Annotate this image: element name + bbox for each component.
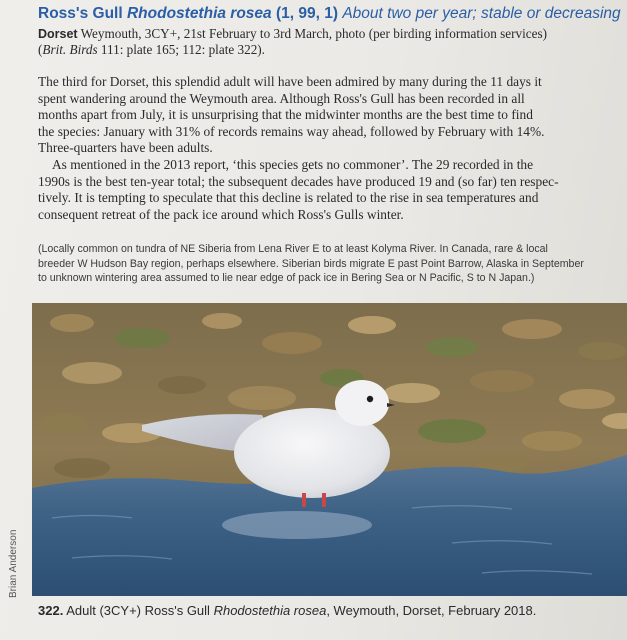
plate-number: 322.: [38, 603, 64, 618]
species-scientific-name: Rhodostethia rosea: [126, 5, 272, 22]
body-line: months apart from July, it is unsurprising that the midwinter months are the best time to find: [38, 107, 533, 123]
record-ref-journal: Brit. Birds: [42, 42, 98, 57]
body-line: The third for Dorset, this splendid adult will have been admired by many during the 11 days it: [38, 74, 542, 89]
gull-photo: [32, 303, 627, 596]
species-name: Ross's Gull: [38, 5, 123, 22]
gull-head: [335, 380, 389, 426]
range-line: breeder W Hudson Bay region, perhaps elsewhere. Siberian birds migrate E past Point Barrow, Alaska in September: [38, 257, 584, 270]
range-note: [38, 242, 627, 286]
body-line: spent wandering around the Weymouth area. Although Ross's Gull has been recorded in all: [38, 90, 525, 106]
body-line: Three-quarters have been adults.: [38, 140, 213, 156]
species-counts: (1, 99, 1): [275, 5, 339, 22]
body-line: consequent retreat of the pack ice around which Ross's Gulls winter.: [38, 206, 404, 222]
species-account: [38, 74, 627, 223]
caption-scientific: Rhodostethia rosea: [213, 603, 327, 618]
record-entry: [38, 26, 627, 58]
species-status: About two per year; stable or decreasing: [342, 5, 621, 22]
record-details: Weymouth, 3CY+, 21st February to 3rd March, photo (per birding information services): [80, 26, 548, 41]
body-line: 1990s is the best ten-year total; the subsequent decades have produced 19 and (so far) ten respec-: [38, 173, 559, 189]
range-line: (Locally common on tundra of NE Siberia from Lena River E to at least Kolyma River. In Canada, rare & local: [38, 243, 548, 255]
record-location: Dorset: [38, 27, 78, 41]
body-line: the species: January with 31% of records remains way ahead, followed by February with 14%.: [38, 123, 545, 139]
gull-leg: [322, 493, 326, 507]
caption-post: , Weymouth, Dorset, February 2018.: [326, 603, 537, 618]
body-line: tively. It is tempting to speculate that this decline is related to the rise in sea temperatures and: [38, 190, 539, 206]
photo-credit: Brian Anderson: [8, 529, 19, 598]
record-ref-rest: 111: plate 165; 112: plate 322).: [100, 42, 265, 57]
record-ref-open: (: [38, 42, 43, 57]
gull-eye: [367, 396, 373, 402]
caption-pre: Adult (3CY+) Ross's Gull: [66, 603, 210, 618]
photo-caption: [38, 602, 627, 620]
gull-reflection: [222, 511, 372, 539]
gull-leg: [302, 493, 306, 507]
photo-illustration: [32, 303, 627, 596]
range-line: to unknown wintering area assumed to lie near edge of pack ice in Bering Sea or N Pacific, S to N Japan.): [38, 272, 535, 285]
body-line: As mentioned in the 2013 report, ‘this species gets no commoner’. The 29 recorded in the: [52, 156, 534, 172]
species-heading: [38, 4, 627, 24]
